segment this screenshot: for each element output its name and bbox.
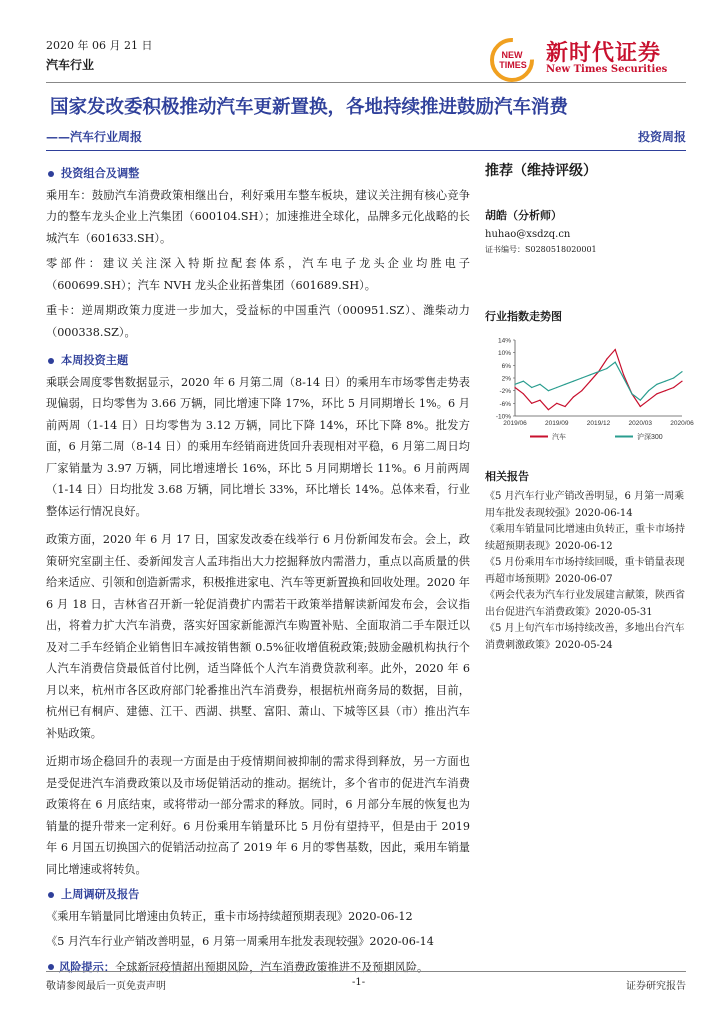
data-point [615, 362, 616, 363]
y-tick-label: -2% [499, 388, 511, 396]
report-date: 2020 年 06 月 21 日 [46, 39, 153, 52]
data-point [681, 371, 682, 372]
data-point [606, 368, 607, 369]
related-report-item[interactable]: 《5 月份乘用车市场持续回暖，重卡销量表现再超市场预期》2020-06-07 [485, 557, 685, 585]
related-reports-heading: 相关报告 [485, 470, 529, 483]
related-report-item[interactable]: 《5 月汽车行业产销改善明显，6 月第一周乘用车批发表现较强》2020-06-14 [485, 491, 685, 519]
data-point [581, 390, 582, 391]
y-tick-label: -10% [495, 413, 511, 421]
main-column [46, 163, 470, 978]
data-point [581, 377, 582, 378]
data-point [656, 393, 657, 394]
paragraph: 政策方面，2020 年 6 月 17 日，国家发改委在线举行 6 月份新闻发布会。会上，政策研究室副主任、委新闻发言人孟玮指出大力挖掘释放内需潜力，重点以高质量的供给来适应、引领和创造新需求，积极推进家电、汽车等更新置换和回收处理。2020 年 6 月 18 日，吉林省召开新一轮促消费扩内需若干政策举措解读新闻发布会，会议指出，将着力扩大汽车消费，落实好国家新能源汽车购置补贴、全面取消二手车限迁以及对二手车经销企业销售旧车减按销售额 0.5%征收增值税政策;鼓励金融机构执行个人汽车消费信贷最低首付比例，适当降低个人汽车消费贷款利率。此外，2020 年 6 月以来，杭州市各区政府部门轮番推出汽车消费券，根据杭州商务局的数据，目前，杭州已有桐庐、建德、江干、西湖、拱墅、富阳、萧山、下城等区县（市）推出汽车补贴政策。 [46, 533, 470, 740]
title-divider [46, 150, 686, 151]
logo-mark-icon [486, 34, 542, 84]
sidebar [485, 160, 694, 654]
footer-report-type: 证券研究报告 [626, 981, 686, 992]
data-point [514, 387, 515, 388]
research-item: 《5 月汽车行业产销改善明显，6 月第一周乘用车批发表现较强》2020-06-14 [46, 935, 434, 948]
analyst-name: 胡皓（分析师） [485, 209, 562, 222]
data-point [623, 377, 624, 378]
data-point [590, 374, 591, 375]
data-point [565, 384, 566, 385]
data-point [623, 374, 624, 375]
x-tick-label: 2019/12 [586, 420, 611, 427]
legend-label: 汽车 [552, 434, 566, 441]
data-point [531, 403, 532, 404]
x-tick-label: 2019/09 [545, 420, 569, 427]
data-point [673, 377, 674, 378]
data-point [656, 384, 657, 385]
logo-text-en: New Times Securities [546, 64, 668, 75]
document-type: 投资周报 [637, 130, 686, 144]
footer-divider [46, 971, 686, 972]
section-heading-portfolio: 投资组合及调整 [46, 163, 470, 185]
section-heading-research: 上周调研及报告 [46, 884, 470, 906]
data-point [665, 390, 666, 391]
header-divider [46, 82, 686, 83]
bullet-icon [48, 964, 54, 970]
data-point [606, 358, 607, 359]
footer-disclaimer: 敬请参阅最后一页免责声明 [46, 981, 166, 992]
paragraph: 重卡：逆周期政策力度进一步加大，受益标的中国重汽（000951.SZ）、潍柴动力（000338.SZ）。 [46, 304, 470, 339]
x-tick-label: 2019/06 [503, 420, 527, 427]
data-point [548, 390, 549, 391]
y-tick-label: -6% [499, 400, 511, 408]
legend-label: 沪深300 [637, 434, 663, 441]
analyst-email[interactable]: huhao@xsdzq.cn [485, 229, 571, 240]
data-point [556, 387, 557, 388]
data-point [523, 393, 524, 394]
logo-text-cn: 新时代证券 [546, 40, 662, 66]
data-point [615, 349, 616, 350]
report-title: 国家发改委积极推动汽车更新置换，各地持续推进鼓励汽车消费 [50, 97, 569, 118]
chart-title: 行业指数走势图 [485, 310, 562, 323]
related-report-item[interactable]: 《两会代表为汽车行业发展建言献策，陕西省出台促进汽车消费政策》2020-05-31 [485, 590, 685, 618]
data-point [590, 381, 591, 382]
data-point [648, 400, 649, 401]
report-sector: 汽车行业 [46, 58, 95, 72]
paragraph: 近期市场企稳回升的表现一方面是由于疫情期间被抑制的需求得到释放，另一方面也是受促进汽车消费政策以及市场促销活动的推动。据统计，多个省市的促进汽车消费政策将在 6 月底结束，或将带动一部分需求的释放。同时，6 月部分车展的恢复也为销量的提升带来一定利好。6 月份乘用车销量环比 5 月份有望持平，但是由于 2019 年 6 月国五切换国六的促销活动拉高了 2019 年 6 月的零售基数，因此，乘用车销量同比增速或将转负。 [46, 755, 470, 876]
data-point [548, 409, 549, 410]
risk-notice [46, 957, 470, 979]
data-point [565, 406, 566, 407]
report-subtitle: ——汽车行业周报 [46, 130, 143, 144]
y-tick-label: 14% [497, 337, 511, 345]
page-number: -1- [352, 977, 366, 988]
related-reports-list [485, 489, 690, 654]
data-point [673, 387, 674, 388]
data-point [573, 396, 574, 397]
paragraph: 零部件：建议关注深入特斯拉配套体系，汽车电子龙头企业均胜电子（600699.SH）；汽车 NVH 龙头企业拓普集团（601689.SH）。 [46, 257, 470, 292]
data-point [665, 381, 666, 382]
bullet-icon [48, 358, 54, 364]
y-tick-label: 2% [501, 375, 511, 383]
research-item: 《乘用车销量同比增速由负转正，重卡市场持续超预期表现》2020-06-12 [46, 909, 413, 923]
paragraph: 乘用车：鼓励汽车消费政策相继出台，利好乘用车整车板块，建议关注拥有核心竞争力的整车龙头企业上汽集团（600104.SH）；加速推进全球化，品牌多元化战略的长城汽车（601633.SH）。 [46, 188, 470, 245]
rating: 推荐（维持评级） [485, 163, 597, 179]
data-point [681, 381, 682, 382]
data-point [539, 384, 540, 385]
data-point [523, 381, 524, 382]
data-point [514, 384, 515, 385]
data-point [598, 371, 599, 372]
bullet-icon [48, 892, 54, 898]
data-point [640, 406, 641, 407]
x-tick-label: 2020/06 [670, 420, 694, 427]
data-point [640, 400, 641, 401]
chart-svg [485, 334, 694, 449]
paragraph: 乘联会周度零售数据显示，2020 年 6 月第二周（8-14 日）的乘用车市场零售走势表现偏弱，日均零售为 3.66 万辆，同比增速下降 17%，环比 5 月同期增长 1%。6 月前两周（1-14 日）日均零售为 3.12 万辆，同比下降 14%，环比下降 8%。批发方面，6 月第二周（8-14 日）的乘用车经销商进货回升表现相对平稳，6 月第二周日均厂家销量为 3.97 万辆，同比增速增长 16%，环比 5 月同期增长 11%。6 月前两周（1-14 日）日均批发 3.68 万辆，同比增长 33%，环比增长 14%。总体来看，行业整体运行情况良好。 [46, 375, 470, 518]
risk-text: 全球新冠疫情超出预期风险，汽车消费政策推进不及预期风险。 [114, 960, 429, 974]
related-report-item[interactable]: 《5 月上旬汽车市场持续改善，多地出台汽车消费刺激政策》2020-05-24 [485, 623, 685, 651]
data-point [539, 400, 540, 401]
bullet-icon [48, 171, 54, 177]
company-logo [486, 34, 686, 84]
related-report-item[interactable]: 《乘用车销量同比增速由负转正，重卡市场持续超预期表现》2020-06-12 [485, 524, 685, 552]
x-tick-label: 2020/03 [628, 420, 652, 427]
risk-label: 风险提示： [59, 959, 115, 974]
svg-text:TIMES: TIMES [499, 60, 527, 70]
data-point [648, 390, 649, 391]
index-trend-chart [485, 334, 694, 449]
y-tick-label: 10% [497, 350, 511, 358]
data-point [573, 381, 574, 382]
section-heading-weekly: 本周投资主题 [46, 350, 470, 372]
analyst-certificate: 证书编号：S0280518020001 [485, 245, 597, 254]
data-point [631, 393, 632, 394]
data-point [531, 387, 532, 388]
y-tick-label: 6% [501, 362, 511, 370]
data-point [556, 403, 557, 404]
svg-text:NEW: NEW [501, 50, 523, 60]
